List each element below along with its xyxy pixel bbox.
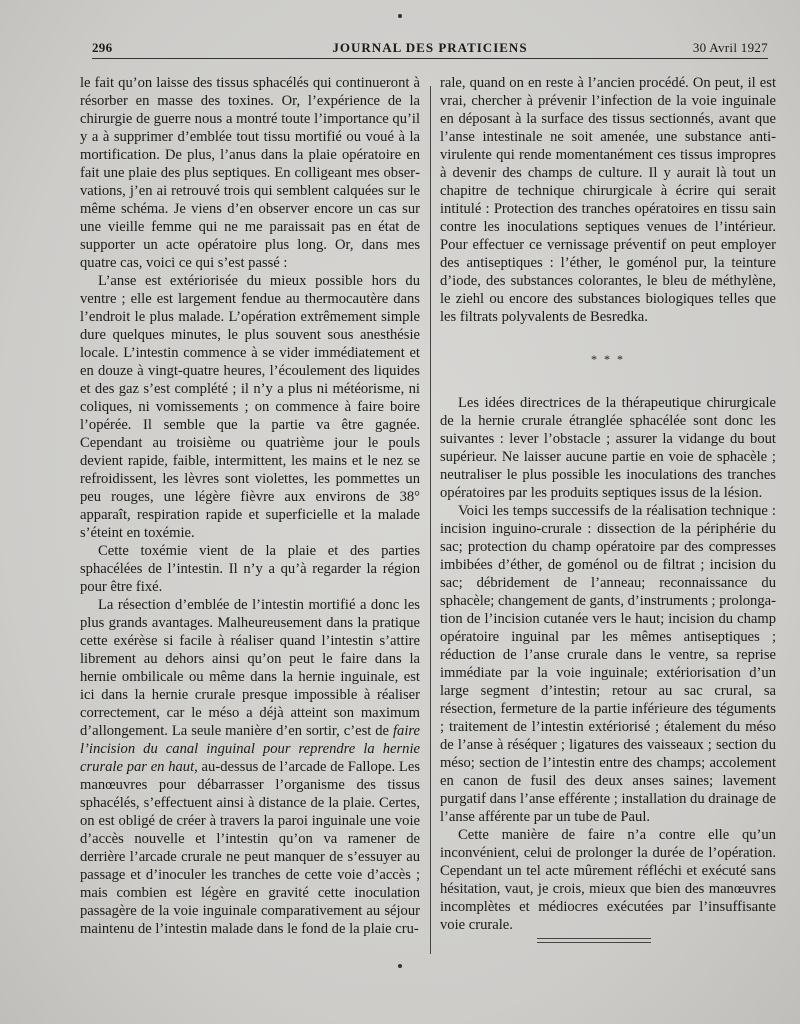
page-speck-bottom bbox=[398, 964, 402, 968]
paragraph: le fait qu’on laisse des tissus sphacélés qui continueront à résorber en masse des toxines. Or, l’expérience de la chirurgie de guerre nous a montré toute l’importance qu’il y a à supprimer d’emblée tout tissu mortifié ou voué à la mortification. De plus, l’anus dans la plaie opératoire en fait une plaie des plus septiques. En colligeant mes observations, j’en ai retrouvé trois qui semblent calquées sur le même schéma. Je viens d’en observer encore un cas sur une vieille femme qui ne me paraissait pas en état de supporter un acte opératoire plus long. Or, dans mes quatre cas, voici ce qui s’est passé : bbox=[80, 75, 420, 271]
paragraph-text: La résection d’emblée de l’intestin mortifié a donc les plus grands avantages. Malheureusement dans la pratique cette exérèse si facile à réaliser quand l’intestin s’attire librement au dehors ainsi qu’on peut le faire dans la hernie ombilicale ou même dans la hernie inguinale, est ici dans la hernie crurale presque impossible à réaliser correctement, car le méso a déjà atteint son maximum d’allongement. La seule manière d’en sortir, c’est de bbox=[80, 597, 420, 739]
column-divider bbox=[430, 86, 431, 954]
page-header bbox=[92, 38, 768, 58]
article-end-rule bbox=[537, 938, 651, 943]
paragraph: L’anse est extériorisée du mieux possible hors du ventre ; elle est largement fendue au thermocautère dans l’endroit le plus malade. L’opération extrêmement simple dure quelques minutes, le plus souvent sous anesthésie locale. L’intestin commence à se vider immédiatement et en douze à vingt-quatre heures, l’écoulement des liquides et des gaz s’est complété ; il n’y a plus ni météorisme, ni coliques, ni vomissements ; on commence à faire boire l’opérée. Il semble que la partie va être gagnée. Cependant au troisième ou quatrième jour le pouls devient rapide, faible, intermittent, les mains et le nez se refroidissent, les lèvres sont violettes, les pommettes un peu rouges, une légère fièvre aux environs de 38° apparaît, respiration rapide et superficielle et la malade s’éteint en toxémie. bbox=[80, 273, 420, 541]
right-column bbox=[440, 74, 776, 934]
paragraph: Voici les temps successifs de la réalisation technique : incision inguino-crurale : dissection de la périphérie du sac; protection du champ opératoire par des compresses imbibées d’éther, de goménol ou de filtrat ; incision du sac; débridement de l’anneau; reconnaissance du sphacèle; changement de gants, d’instruments ; prolongation de l’incision cutanée vers le haut; incision du champ opératoire inguinal par les mêmes antiseptiques ; réduction de l’anse crurale dans le ventre, sa reprise immédiate par la voie inguinale; extériorisation d’un large segment d’intestin; retour au sac crural, sa résection, fermeture de la partie inférieure des téguments ; traitement de l’intestin extériorisé ; étalement du méso de l’anse à réséquer ; ligatures des vaisseaux ; section du méso; section de l’intestin entre des champs; accolement en canon de fusil des deux anses saines; lavement purgatif dans l’anse efférente ; installation du drainage de l’anse afférente par un tube de Paul. bbox=[440, 503, 776, 825]
section-break-asterism: * * * bbox=[591, 352, 625, 366]
paragraph: Cette toxémie vient de la plaie et des parties sphacélées de l’intestin. Il n’y a qu’à regarder la région pour être fixé. bbox=[80, 543, 420, 595]
paragraph: rale, quand on en reste à l’ancien procédé. On peut, il est vrai, chercher à prévenir l’infection de la voie inguinale en déposant à la surface des tissus sectionnés, avant que l’anse intestinale ne soit amenée, une substance anti-virulente qui rende momentanément ces tissus impropres à devenir des champs de culture. Il y aurait là tout un chapitre de technique chirurgicale à écrire qui serait intitulé : Protection des tranches opératoires en tissu sain contre les inoculations septiques venues de l’intérieur. Pour effectuer ce vernissage préventif on peut employer des antiseptiques : l’éther, le goménol pur, la teinture d’iode, des substances colorantes, le bleu de méthylène, le ziehl ou encore des substances biologiques telles que les filtrats polyvalents de Besredka. bbox=[440, 75, 776, 325]
journal-title: JOURNAL DES PRATICIENS bbox=[332, 40, 528, 55]
paragraph: Cette manière de faire n’a contre elle qu’un inconvénient, celui de prolonger la durée de l’opération. Cependant un tel acte mûrement réfléchi et exécuté sans hésitation, vaut, je crois, mieux que bien des manœuvres incomplètes et médiocres exécutées par l’insuffisante voie crurale. bbox=[440, 827, 776, 933]
page-speck-top bbox=[398, 14, 402, 18]
left-column bbox=[80, 74, 420, 938]
paragraph-text: , au-dessus de l’arcade de Fallope. Les manœuvres pour débarrasser l’organisme des tissus sphacélés, s’effectuent ainsi à distance de la plaie. Certes, on est obligé de créer à travers la paroi inguinale une voie d’accès nouvelle et l’intestin qu’on va ramener de derrière l’arcade crurale ne peut manquer de s’essuyer au passage et d’inoculer les tranches de cette voie d’accès ; mais combien est légère en gravité cette inoculation passagère de la voie inguinale comparativement au séjour maintenu de l’intestin malade dans le fond de la plaie cru- bbox=[80, 759, 420, 937]
page-number: 296 bbox=[92, 40, 113, 55]
paragraph bbox=[80, 596, 420, 938]
header-rule bbox=[92, 58, 768, 59]
emphasis-text: faire l’incision du canal inguinal pour reprendre la hernie crurale par en haut bbox=[80, 723, 420, 775]
paragraph: Les idées directrices de la thérapeutique chirurgicale de la hernie crurale étranglée sphacélée sont donc les suivantes : lever l’obstacle ; assurer la vidange du bout supérieur. Ne laisser aucune partie en voie de sphacèle ; neutraliser le plus possible les inoculations des tranches opératoires par les produits septiques issus de la lésion. bbox=[440, 395, 776, 501]
issue-date: 30 Avril 1927 bbox=[692, 40, 768, 55]
